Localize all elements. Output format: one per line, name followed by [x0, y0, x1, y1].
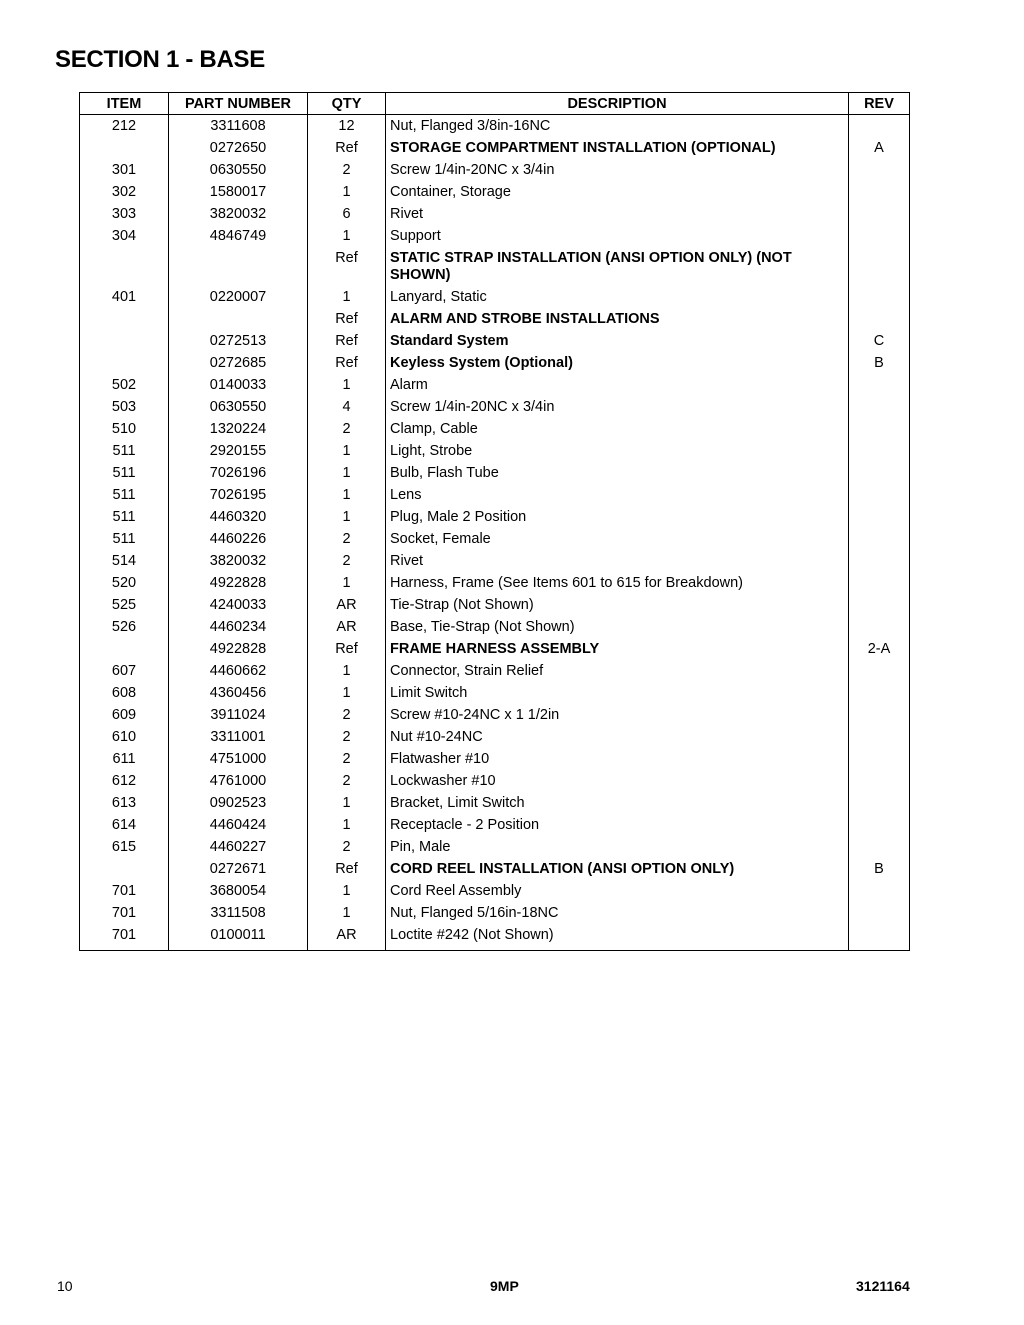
table-row — [80, 661, 910, 683]
item-cell: 303 — [80, 204, 169, 226]
qty-cell: Ref — [308, 309, 386, 331]
table-header-row — [80, 93, 910, 115]
rev-cell — [849, 903, 910, 925]
item-cell: 701 — [80, 881, 169, 903]
table-row — [80, 573, 910, 595]
part-number-cell: 4460234 — [169, 617, 308, 639]
item-cell: 401 — [80, 287, 169, 309]
header-qty: QTY — [308, 93, 386, 115]
table-row — [80, 248, 910, 287]
description-cell: Harness, Frame (See Items 601 to 615 for Breakdown) — [386, 573, 849, 595]
description-cell: Flatwasher #10 — [386, 749, 849, 771]
part-number-cell: 0272650 — [169, 138, 308, 160]
item-cell: 503 — [80, 397, 169, 419]
rev-cell — [849, 463, 910, 485]
qty-cell: 4 — [308, 397, 386, 419]
description-cell: Nut, Flanged 3/8in-16NC — [386, 115, 849, 139]
table-body — [80, 115, 910, 951]
part-number-cell: 4460424 — [169, 815, 308, 837]
table-row — [80, 727, 910, 749]
header-rev: REV — [849, 93, 910, 115]
qty-cell: AR — [308, 925, 386, 951]
description-cell: Keyless System (Optional) — [386, 353, 849, 375]
rev-cell — [849, 771, 910, 793]
description-cell: Pin, Male — [386, 837, 849, 859]
description-cell: Rivet — [386, 204, 849, 226]
table-row — [80, 881, 910, 903]
description-cell: Lanyard, Static — [386, 287, 849, 309]
qty-cell: 1 — [308, 573, 386, 595]
description-cell: Screw 1/4in-20NC x 3/4in — [386, 160, 849, 182]
description-cell: Bulb, Flash Tube — [386, 463, 849, 485]
header-item: ITEM — [80, 93, 169, 115]
table-row — [80, 639, 910, 661]
table-row — [80, 375, 910, 397]
rev-cell — [849, 595, 910, 617]
part-number-cell: 3820032 — [169, 204, 308, 226]
rev-cell — [849, 419, 910, 441]
item-cell: 502 — [80, 375, 169, 397]
item-cell: 525 — [80, 595, 169, 617]
description-cell: Screw 1/4in-20NC x 3/4in — [386, 397, 849, 419]
qty-cell: AR — [308, 617, 386, 639]
item-cell — [80, 859, 169, 881]
part-number-cell: 0272671 — [169, 859, 308, 881]
part-number-cell: 1320224 — [169, 419, 308, 441]
qty-cell: Ref — [308, 331, 386, 353]
item-cell: 608 — [80, 683, 169, 705]
qty-cell: 2 — [308, 160, 386, 182]
table-row — [80, 749, 910, 771]
part-number-cell: 4460662 — [169, 661, 308, 683]
description-cell: Nut, Flanged 5/16in-18NC — [386, 903, 849, 925]
table-row — [80, 705, 910, 727]
part-number-cell: 4240033 — [169, 595, 308, 617]
description-cell: Loctite #242 (Not Shown) — [386, 925, 849, 951]
page-number: 10 — [57, 1278, 73, 1294]
table-row — [80, 309, 910, 331]
table-row — [80, 683, 910, 705]
item-cell: 614 — [80, 815, 169, 837]
qty-cell: 1 — [308, 485, 386, 507]
item-cell: 612 — [80, 771, 169, 793]
rev-cell — [849, 683, 910, 705]
qty-cell: 1 — [308, 661, 386, 683]
description-cell: Clamp, Cable — [386, 419, 849, 441]
item-cell: 511 — [80, 507, 169, 529]
qty-cell: Ref — [308, 639, 386, 661]
item-cell — [80, 331, 169, 353]
description-cell: Base, Tie-Strap (Not Shown) — [386, 617, 849, 639]
table-row — [80, 353, 910, 375]
qty-cell: Ref — [308, 248, 386, 287]
part-number-cell: 0902523 — [169, 793, 308, 815]
item-cell: 520 — [80, 573, 169, 595]
part-number-cell: 0272685 — [169, 353, 308, 375]
part-number-cell: 4761000 — [169, 771, 308, 793]
table-row — [80, 204, 910, 226]
rev-cell — [849, 182, 910, 204]
rev-cell — [849, 309, 910, 331]
rev-cell — [849, 925, 910, 951]
item-cell: 514 — [80, 551, 169, 573]
rev-cell — [849, 727, 910, 749]
rev-cell: B — [849, 859, 910, 881]
qty-cell: 1 — [308, 226, 386, 248]
item-cell: 301 — [80, 160, 169, 182]
part-number-cell: 0100011 — [169, 925, 308, 951]
rev-cell — [849, 551, 910, 573]
table-row — [80, 595, 910, 617]
header-part-number: PART NUMBER — [169, 93, 308, 115]
item-cell: 526 — [80, 617, 169, 639]
description-cell: Nut #10-24NC — [386, 727, 849, 749]
description-cell: Socket, Female — [386, 529, 849, 551]
rev-cell — [849, 793, 910, 815]
rev-cell — [849, 749, 910, 771]
table-row — [80, 287, 910, 309]
table-row — [80, 551, 910, 573]
item-cell: 511 — [80, 441, 169, 463]
rev-cell — [849, 397, 910, 419]
qty-cell: 1 — [308, 903, 386, 925]
section-title: SECTION 1 - BASE — [55, 46, 265, 73]
part-number-cell: 0272513 — [169, 331, 308, 353]
item-cell: 701 — [80, 903, 169, 925]
rev-cell — [849, 160, 910, 182]
qty-cell: 12 — [308, 115, 386, 139]
qty-cell: 2 — [308, 749, 386, 771]
table-row — [80, 771, 910, 793]
description-cell: Receptacle - 2 Position — [386, 815, 849, 837]
qty-cell: 1 — [308, 815, 386, 837]
table-row — [80, 507, 910, 529]
qty-cell: 1 — [308, 375, 386, 397]
item-cell — [80, 639, 169, 661]
qty-cell: 1 — [308, 793, 386, 815]
description-cell: Limit Switch — [386, 683, 849, 705]
part-number-cell: 4846749 — [169, 226, 308, 248]
description-cell: Cord Reel Assembly — [386, 881, 849, 903]
rev-cell — [849, 115, 910, 139]
table-row — [80, 226, 910, 248]
description-cell: CORD REEL INSTALLATION (ANSI OPTION ONLY) — [386, 859, 849, 881]
document-number: 3121164 — [856, 1278, 910, 1294]
table-row — [80, 925, 910, 951]
item-cell: 304 — [80, 226, 169, 248]
qty-cell: 2 — [308, 771, 386, 793]
item-cell: 302 — [80, 182, 169, 204]
description-cell: FRAME HARNESS ASSEMBLY — [386, 639, 849, 661]
description-cell: Connector, Strain Relief — [386, 661, 849, 683]
item-cell — [80, 248, 169, 287]
qty-cell: Ref — [308, 138, 386, 160]
part-number-cell: 4460226 — [169, 529, 308, 551]
description-cell: Light, Strobe — [386, 441, 849, 463]
rev-cell — [849, 529, 910, 551]
qty-cell: 2 — [308, 551, 386, 573]
part-number-cell: 0140033 — [169, 375, 308, 397]
header-description: DESCRIPTION — [386, 93, 849, 115]
part-number-cell: 0220007 — [169, 287, 308, 309]
qty-cell: 2 — [308, 705, 386, 727]
table-row — [80, 463, 910, 485]
qty-cell: 1 — [308, 881, 386, 903]
part-number-cell: 3311508 — [169, 903, 308, 925]
part-number-cell: 4922828 — [169, 639, 308, 661]
table-row — [80, 617, 910, 639]
description-cell: Bracket, Limit Switch — [386, 793, 849, 815]
part-number-cell — [169, 248, 308, 287]
item-cell: 613 — [80, 793, 169, 815]
table-row — [80, 485, 910, 507]
item-cell: 511 — [80, 463, 169, 485]
item-cell: 511 — [80, 529, 169, 551]
table-row — [80, 419, 910, 441]
part-number-cell: 1580017 — [169, 182, 308, 204]
part-number-cell — [169, 309, 308, 331]
rev-cell — [849, 248, 910, 287]
qty-cell: 1 — [308, 683, 386, 705]
item-cell: 615 — [80, 837, 169, 859]
part-number-cell: 3311608 — [169, 115, 308, 139]
qty-cell: 2 — [308, 419, 386, 441]
table-row — [80, 182, 910, 204]
rev-cell — [849, 661, 910, 683]
description-cell: Container, Storage — [386, 182, 849, 204]
table-row — [80, 441, 910, 463]
qty-cell: AR — [308, 595, 386, 617]
qty-cell: 2 — [308, 529, 386, 551]
rev-cell — [849, 287, 910, 309]
item-cell: 511 — [80, 485, 169, 507]
part-number-cell: 3820032 — [169, 551, 308, 573]
table-row — [80, 859, 910, 881]
rev-cell: C — [849, 331, 910, 353]
table-row — [80, 160, 910, 182]
item-cell — [80, 353, 169, 375]
part-number-cell: 7026195 — [169, 485, 308, 507]
table-row — [80, 397, 910, 419]
description-cell: Screw #10-24NC x 1 1/2in — [386, 705, 849, 727]
item-cell: 611 — [80, 749, 169, 771]
part-number-cell: 0630550 — [169, 397, 308, 419]
part-number-cell: 0630550 — [169, 160, 308, 182]
part-number-cell: 3680054 — [169, 881, 308, 903]
parts-table — [79, 92, 910, 951]
description-cell: Standard System — [386, 331, 849, 353]
item-cell: 609 — [80, 705, 169, 727]
rev-cell — [849, 375, 910, 397]
rev-cell: B — [849, 353, 910, 375]
rev-cell — [849, 705, 910, 727]
rev-cell — [849, 837, 910, 859]
rev-cell — [849, 507, 910, 529]
description-cell: Support — [386, 226, 849, 248]
qty-cell: 1 — [308, 463, 386, 485]
description-cell: ALARM AND STROBE INSTALLATIONS — [386, 309, 849, 331]
qty-cell: 2 — [308, 727, 386, 749]
model-name: 9MP — [490, 1278, 519, 1294]
rev-cell: 2-A — [849, 639, 910, 661]
table-row — [80, 331, 910, 353]
description-cell: Lens — [386, 485, 849, 507]
description-cell: Lockwasher #10 — [386, 771, 849, 793]
item-cell — [80, 309, 169, 331]
rev-cell — [849, 815, 910, 837]
description-cell: STATIC STRAP INSTALLATION (ANSI OPTION ONLY) (NOT SHOWN) — [386, 248, 849, 287]
table-row — [80, 815, 910, 837]
qty-cell: 2 — [308, 837, 386, 859]
part-number-cell: 2920155 — [169, 441, 308, 463]
description-cell: Plug, Male 2 Position — [386, 507, 849, 529]
description-cell: Alarm — [386, 375, 849, 397]
item-cell — [80, 138, 169, 160]
qty-cell: Ref — [308, 353, 386, 375]
item-cell: 607 — [80, 661, 169, 683]
description-cell: Tie-Strap (Not Shown) — [386, 595, 849, 617]
part-number-cell: 4460227 — [169, 837, 308, 859]
part-number-cell: 4922828 — [169, 573, 308, 595]
rev-cell — [849, 485, 910, 507]
table-row — [80, 837, 910, 859]
rev-cell — [849, 204, 910, 226]
part-number-cell: 7026196 — [169, 463, 308, 485]
rev-cell — [849, 226, 910, 248]
qty-cell: 1 — [308, 441, 386, 463]
qty-cell: 1 — [308, 287, 386, 309]
rev-cell — [849, 881, 910, 903]
table-row — [80, 529, 910, 551]
description-cell: Rivet — [386, 551, 849, 573]
qty-cell: 1 — [308, 507, 386, 529]
part-number-cell: 3311001 — [169, 727, 308, 749]
part-number-cell: 3911024 — [169, 705, 308, 727]
table-row — [80, 138, 910, 160]
item-cell: 510 — [80, 419, 169, 441]
qty-cell: 6 — [308, 204, 386, 226]
item-cell: 212 — [80, 115, 169, 139]
qty-cell: Ref — [308, 859, 386, 881]
table-row — [80, 903, 910, 925]
rev-cell — [849, 617, 910, 639]
item-cell: 701 — [80, 925, 169, 951]
rev-cell: A — [849, 138, 910, 160]
qty-cell: 1 — [308, 182, 386, 204]
description-cell: STORAGE COMPARTMENT INSTALLATION (OPTIONAL) — [386, 138, 849, 160]
part-number-cell: 4360456 — [169, 683, 308, 705]
item-cell: 610 — [80, 727, 169, 749]
part-number-cell: 4460320 — [169, 507, 308, 529]
table-row — [80, 115, 910, 139]
table-row — [80, 793, 910, 815]
rev-cell — [849, 441, 910, 463]
part-number-cell: 4751000 — [169, 749, 308, 771]
rev-cell — [849, 573, 910, 595]
